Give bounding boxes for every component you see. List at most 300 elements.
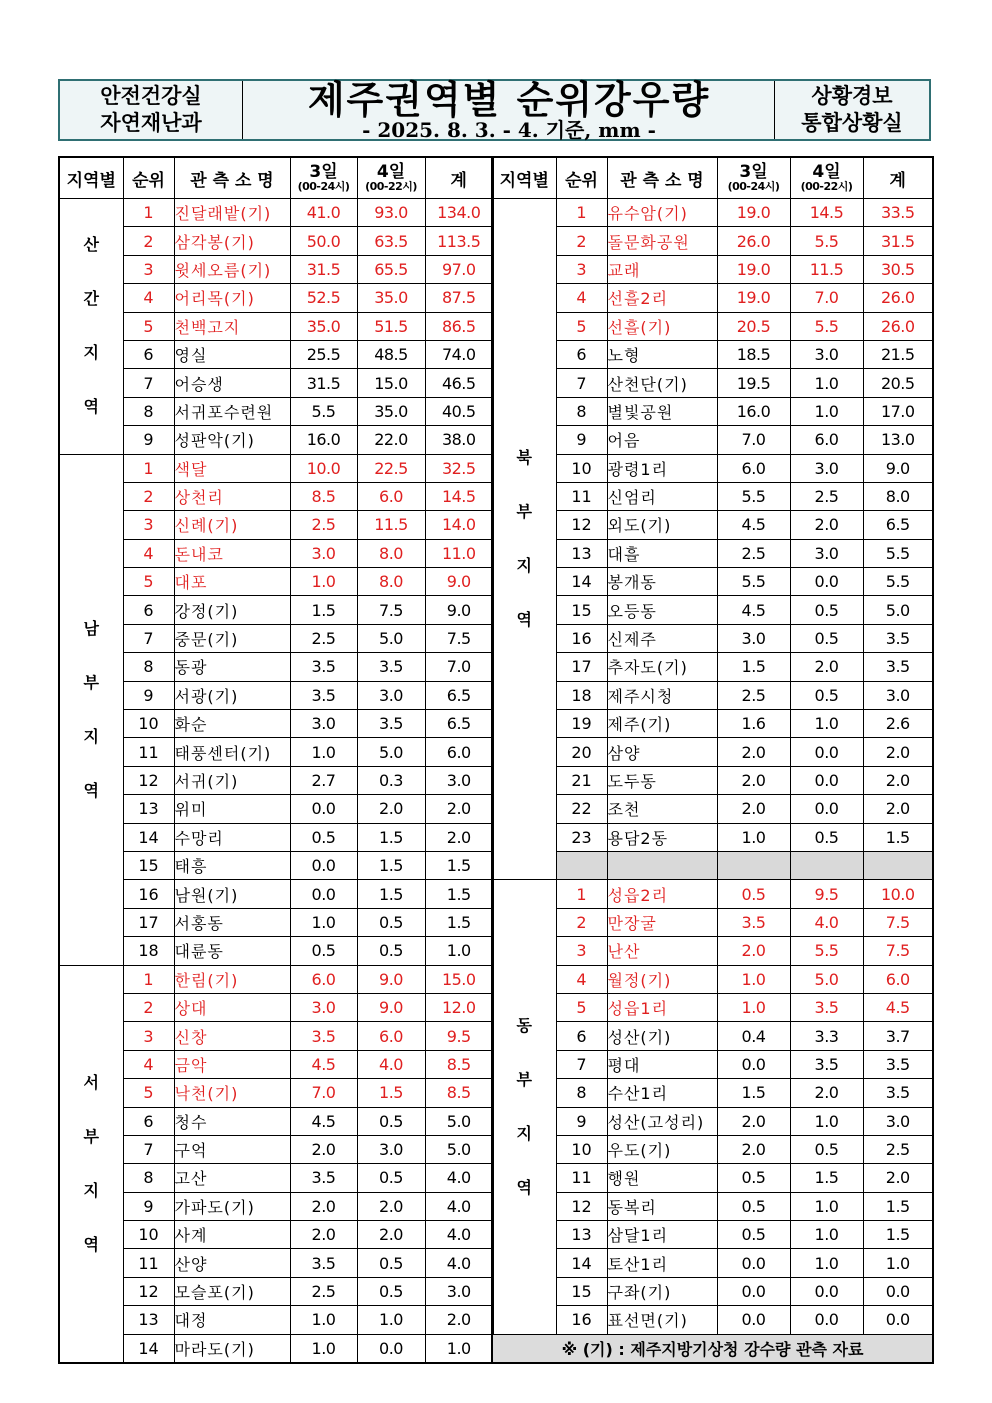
table-row	[492, 255, 933, 283]
empty-cell	[863, 851, 933, 879]
day3-value: 4.5	[290, 1050, 357, 1078]
table-row	[492, 1306, 933, 1334]
table-row	[492, 1050, 933, 1078]
table-row	[59, 1306, 493, 1334]
table-row	[492, 1164, 933, 1192]
station-name: 삼달1리	[607, 1221, 717, 1249]
day4-value: 6.0	[790, 426, 863, 454]
table-row	[492, 766, 933, 794]
day4-value: 35.0	[357, 284, 425, 312]
station-name: 만장굴	[607, 908, 717, 936]
footnote: ※ (기) : 제주지방기상청 강수량 관측 자료	[492, 1334, 933, 1363]
day4-value: 9.5	[790, 880, 863, 908]
total-value: 1.5	[425, 880, 493, 908]
table-row	[492, 596, 933, 624]
day3-value: 16.0	[717, 397, 790, 425]
total-value: 2.0	[425, 1306, 493, 1334]
region-label: 북 부 지 역	[492, 199, 556, 880]
day4-value: 0.5	[790, 681, 863, 709]
total-value: 9.0	[425, 596, 493, 624]
day3-value: 0.5	[717, 880, 790, 908]
day4-value: 11.5	[790, 255, 863, 283]
station-name: 서홍동	[174, 908, 290, 936]
table-row	[59, 851, 493, 879]
region-label: 산 간 지 역	[59, 199, 123, 455]
total-value: 87.5	[425, 284, 493, 312]
rank-cell: 2	[123, 993, 174, 1021]
table-row	[492, 880, 933, 908]
table-row	[492, 738, 933, 766]
rank-cell: 4	[556, 965, 607, 993]
day3-value: 1.0	[717, 993, 790, 1021]
table-row	[59, 482, 493, 510]
day3-value: 52.5	[290, 284, 357, 312]
rank-cell: 5	[556, 312, 607, 340]
total-value: 2.0	[863, 1164, 933, 1192]
total-value: 8.5	[425, 1050, 493, 1078]
table-row	[59, 795, 493, 823]
station-name: 어승생	[174, 369, 290, 397]
table-row	[59, 738, 493, 766]
col-day4	[357, 157, 425, 199]
day3-value: 0.0	[290, 851, 357, 879]
total-value: 8.5	[425, 1079, 493, 1107]
rank-cell: 10	[556, 454, 607, 482]
day3-value: 1.0	[717, 823, 790, 851]
day3-value: 0.5	[290, 823, 357, 851]
station-name: 사계	[174, 1221, 290, 1249]
station-name: 성읍1리	[607, 993, 717, 1021]
day3-value: 0.0	[290, 880, 357, 908]
day4-value: 35.0	[357, 397, 425, 425]
rank-cell: 3	[123, 255, 174, 283]
day4-value: 1.5	[357, 851, 425, 879]
col-day3-label: 3일	[309, 162, 338, 182]
office-line1: 상황경보	[811, 84, 893, 108]
day4-value: 3.5	[790, 1050, 863, 1078]
day4-value: 2.0	[790, 1079, 863, 1107]
total-value: 1.0	[863, 1249, 933, 1277]
day4-value: 3.0	[790, 539, 863, 567]
col-total: 계	[425, 157, 493, 199]
day3-value: 7.0	[290, 1079, 357, 1107]
right-rainfall-table	[491, 156, 934, 1364]
col-day3-label: 3일	[739, 162, 768, 182]
station-name: 우도(기)	[607, 1135, 717, 1163]
day4-value: 8.0	[357, 568, 425, 596]
table-row	[492, 568, 933, 596]
day4-value: 1.0	[357, 1306, 425, 1334]
day3-value: 0.0	[290, 795, 357, 823]
day3-value: 31.5	[290, 255, 357, 283]
day3-value: 1.0	[290, 1306, 357, 1334]
rank-cell: 15	[556, 596, 607, 624]
total-value: 9.0	[863, 454, 933, 482]
rank-cell: 2	[123, 482, 174, 510]
day4-value: 5.5	[790, 937, 863, 965]
day4-value: 1.5	[357, 880, 425, 908]
table-row	[59, 511, 493, 539]
total-value: 0.0	[863, 1306, 933, 1334]
day3-value: 5.5	[717, 482, 790, 510]
day4-value: 7.5	[357, 596, 425, 624]
total-value: 5.5	[863, 539, 933, 567]
rank-cell: 5	[123, 568, 174, 596]
day4-value: 93.0	[357, 199, 425, 227]
day4-value: 2.0	[790, 511, 863, 539]
day3-value: 26.0	[717, 227, 790, 255]
table-row	[59, 624, 493, 652]
table-row	[492, 795, 933, 823]
station-name: 남원(기)	[174, 880, 290, 908]
total-value: 2.0	[863, 795, 933, 823]
rank-cell: 6	[123, 340, 174, 368]
col-day4	[790, 157, 863, 199]
day4-value: 0.5	[357, 1107, 425, 1135]
total-value: 6.5	[863, 511, 933, 539]
table-row	[492, 937, 933, 965]
day3-value: 0.5	[717, 1192, 790, 1220]
total-value: 3.0	[863, 681, 933, 709]
day3-value: 16.0	[290, 426, 357, 454]
table-row	[59, 908, 493, 936]
day4-value: 1.0	[790, 710, 863, 738]
day4-value: 3.5	[357, 710, 425, 738]
rank-cell: 8	[556, 397, 607, 425]
day4-value: 6.0	[357, 1022, 425, 1050]
rank-cell: 1	[123, 454, 174, 482]
table-row	[59, 199, 493, 227]
col-region: 지역별	[59, 157, 123, 199]
total-value: 9.0	[425, 568, 493, 596]
rank-cell: 17	[556, 653, 607, 681]
table-row	[59, 965, 493, 993]
empty-cell	[556, 851, 607, 879]
day4-value: 0.5	[357, 1277, 425, 1305]
table-row	[59, 1135, 493, 1163]
station-name: 용담2동	[607, 823, 717, 851]
total-value: 1.5	[425, 908, 493, 936]
station-name: 조천	[607, 795, 717, 823]
rank-cell: 11	[556, 1164, 607, 1192]
day4-value: 0.0	[790, 766, 863, 794]
rank-cell: 12	[123, 766, 174, 794]
day3-value: 3.5	[290, 653, 357, 681]
rank-cell: 14	[123, 823, 174, 851]
report-header	[58, 79, 931, 141]
rank-cell: 12	[556, 511, 607, 539]
station-name: 상대	[174, 993, 290, 1021]
day4-value: 1.0	[790, 1107, 863, 1135]
table-row	[59, 653, 493, 681]
department-line2: 자연재난과	[100, 111, 202, 135]
station-name: 신엄리	[607, 482, 717, 510]
day3-value: 25.5	[290, 340, 357, 368]
table-header-row	[492, 157, 933, 199]
day3-value: 2.0	[290, 1135, 357, 1163]
total-value: 21.5	[863, 340, 933, 368]
station-name: 유수암(기)	[607, 199, 717, 227]
station-name: 청수	[174, 1107, 290, 1135]
total-value: 8.0	[863, 482, 933, 510]
total-value: 14.0	[425, 511, 493, 539]
department-label	[60, 81, 243, 139]
day3-value: 1.0	[717, 965, 790, 993]
region-label: 남 부 지 역	[59, 454, 123, 965]
rank-cell: 17	[123, 908, 174, 936]
table-row	[492, 511, 933, 539]
rank-cell: 18	[556, 681, 607, 709]
region-label: 서 부 지 역	[59, 965, 123, 1363]
day4-value: 5.0	[357, 738, 425, 766]
day3-value: 3.5	[717, 908, 790, 936]
rank-cell: 10	[556, 1135, 607, 1163]
station-name: 돈내코	[174, 539, 290, 567]
rank-cell: 4	[123, 1050, 174, 1078]
table-row	[59, 1277, 493, 1305]
total-value: 33.5	[863, 199, 933, 227]
total-value: 5.0	[863, 596, 933, 624]
total-value: 6.0	[863, 965, 933, 993]
col-station: 관 측 소 명	[174, 157, 290, 199]
day3-value: 0.4	[717, 1022, 790, 1050]
day4-value: 0.5	[357, 937, 425, 965]
rank-cell: 13	[556, 1221, 607, 1249]
station-name: 윗세오름(기)	[174, 255, 290, 283]
total-value: 3.7	[863, 1022, 933, 1050]
day4-value: 1.5	[357, 823, 425, 851]
rank-cell: 5	[123, 1079, 174, 1107]
table-row	[59, 227, 493, 255]
day4-value: 1.0	[790, 1249, 863, 1277]
total-value: 30.5	[863, 255, 933, 283]
day3-value: 0.0	[717, 1249, 790, 1277]
day4-value: 0.5	[357, 908, 425, 936]
total-value: 6.0	[425, 738, 493, 766]
station-name: 동복리	[607, 1192, 717, 1220]
station-name: 서귀(기)	[174, 766, 290, 794]
rank-cell: 7	[123, 1135, 174, 1163]
rank-cell: 3	[556, 937, 607, 965]
total-value: 12.0	[425, 993, 493, 1021]
col-day3-range: (00-24시)	[727, 180, 780, 193]
total-value: 7.5	[863, 908, 933, 936]
table-row	[492, 1022, 933, 1050]
total-value: 26.0	[863, 312, 933, 340]
rank-cell: 9	[556, 1107, 607, 1135]
day4-value: 1.0	[790, 397, 863, 425]
day4-value: 14.5	[790, 199, 863, 227]
table-row	[59, 369, 493, 397]
station-name: 강정(기)	[174, 596, 290, 624]
rank-cell: 5	[556, 993, 607, 1021]
rank-cell: 2	[556, 908, 607, 936]
day3-value: 5.5	[717, 568, 790, 596]
total-value: 1.5	[863, 1221, 933, 1249]
rank-cell: 8	[123, 397, 174, 425]
day3-value: 0.0	[717, 1050, 790, 1078]
day3-value: 2.5	[717, 681, 790, 709]
table-row	[492, 1277, 933, 1305]
table-row	[492, 823, 933, 851]
department-line1: 안전건강실	[100, 84, 202, 108]
table-row	[492, 993, 933, 1021]
table-row	[59, 766, 493, 794]
station-name: 수산1리	[607, 1079, 717, 1107]
table-header-row	[59, 157, 493, 199]
rank-cell: 14	[556, 568, 607, 596]
day4-value: 22.0	[357, 426, 425, 454]
day4-value: 9.0	[357, 993, 425, 1021]
day4-value: 3.0	[790, 454, 863, 482]
station-name: 마라도(기)	[174, 1334, 290, 1363]
rank-cell: 18	[123, 937, 174, 965]
table-row	[59, 1079, 493, 1107]
total-value: 6.5	[425, 710, 493, 738]
day3-value: 2.0	[717, 795, 790, 823]
table-row	[492, 1107, 933, 1135]
rank-cell: 23	[556, 823, 607, 851]
station-name: 고산	[174, 1164, 290, 1192]
station-name: 외도(기)	[607, 511, 717, 539]
total-value: 6.5	[425, 681, 493, 709]
day4-value: 0.0	[790, 738, 863, 766]
day4-value: 1.5	[790, 1164, 863, 1192]
col-station: 관 측 소 명	[607, 157, 717, 199]
total-value: 20.5	[863, 369, 933, 397]
day3-value: 2.5	[717, 539, 790, 567]
day4-value: 5.5	[790, 312, 863, 340]
office-line2: 통합상황실	[801, 111, 903, 135]
station-name: 성판악(기)	[174, 426, 290, 454]
day4-value: 4.0	[790, 908, 863, 936]
day3-value: 4.5	[717, 596, 790, 624]
day3-value: 1.6	[717, 710, 790, 738]
day4-value: 9.0	[357, 965, 425, 993]
rank-cell: 16	[123, 880, 174, 908]
rank-cell: 2	[123, 227, 174, 255]
total-value: 4.0	[425, 1221, 493, 1249]
table-row	[59, 568, 493, 596]
station-name: 제주(기)	[607, 710, 717, 738]
day4-value: 0.5	[357, 1164, 425, 1192]
day3-value: 2.7	[290, 766, 357, 794]
station-name: 대륜동	[174, 937, 290, 965]
total-value: 2.0	[863, 766, 933, 794]
rank-cell: 1	[123, 199, 174, 227]
region-label: 동 부 지 역	[492, 880, 556, 1334]
table-row	[59, 1192, 493, 1220]
table-row	[59, 312, 493, 340]
table-row	[59, 284, 493, 312]
day4-value: 0.0	[790, 1306, 863, 1334]
total-value: 2.5	[863, 1135, 933, 1163]
rank-cell: 4	[556, 284, 607, 312]
office-label	[774, 81, 929, 139]
station-name: 태풍센터(기)	[174, 738, 290, 766]
day4-value: 4.0	[357, 1050, 425, 1078]
table-row	[492, 1135, 933, 1163]
day3-value: 18.5	[717, 340, 790, 368]
rank-cell: 11	[556, 482, 607, 510]
total-value: 2.0	[425, 795, 493, 823]
table-row	[492, 1249, 933, 1277]
day4-value: 0.0	[790, 1277, 863, 1305]
station-name: 어리목(기)	[174, 284, 290, 312]
total-value: 2.0	[863, 738, 933, 766]
total-value: 3.0	[425, 766, 493, 794]
day4-value: 0.0	[790, 795, 863, 823]
rank-cell: 22	[556, 795, 607, 823]
rank-cell: 16	[556, 1306, 607, 1334]
day3-value: 1.0	[290, 908, 357, 936]
day4-value: 1.5	[357, 1079, 425, 1107]
rank-cell: 7	[123, 624, 174, 652]
rank-cell: 11	[123, 1249, 174, 1277]
station-name: 화순	[174, 710, 290, 738]
table-row	[492, 284, 933, 312]
rank-cell: 1	[556, 199, 607, 227]
station-name: 상천리	[174, 482, 290, 510]
day4-value: 0.5	[790, 823, 863, 851]
station-name: 삼각봉(기)	[174, 227, 290, 255]
day4-value: 8.0	[357, 539, 425, 567]
table-row	[59, 397, 493, 425]
rank-cell: 5	[123, 312, 174, 340]
table-row	[492, 653, 933, 681]
rank-cell: 10	[123, 710, 174, 738]
station-name: 성산(기)	[607, 1022, 717, 1050]
total-value: 3.5	[863, 624, 933, 652]
page-title: 제주권역별 순위강우량	[307, 78, 711, 122]
day4-value: 2.0	[790, 653, 863, 681]
total-value: 4.0	[425, 1192, 493, 1220]
rank-cell: 7	[556, 1050, 607, 1078]
total-value: 4.5	[863, 993, 933, 1021]
empty-cell	[607, 851, 717, 879]
table-row	[492, 482, 933, 510]
station-name: 행원	[607, 1164, 717, 1192]
station-name: 중문(기)	[174, 624, 290, 652]
page-subtitle: - 2025. 8. 3. - 4. 기준, mm -	[362, 118, 656, 142]
total-value: 14.5	[425, 482, 493, 510]
day3-value: 19.0	[717, 255, 790, 283]
col-region: 지역별	[492, 157, 556, 199]
station-name: 제주시청	[607, 681, 717, 709]
table-row	[492, 397, 933, 425]
table-row	[59, 539, 493, 567]
total-value: 15.0	[425, 965, 493, 993]
table-row	[492, 199, 933, 227]
station-name: 동광	[174, 653, 290, 681]
total-value: 11.0	[425, 539, 493, 567]
rank-cell: 4	[123, 539, 174, 567]
day3-value: 3.5	[290, 681, 357, 709]
station-name: 추자도(기)	[607, 653, 717, 681]
total-value: 7.5	[863, 937, 933, 965]
day3-value: 6.0	[717, 454, 790, 482]
day3-value: 0.5	[717, 1164, 790, 1192]
day3-value: 20.5	[717, 312, 790, 340]
station-name: 진달래밭(기)	[174, 199, 290, 227]
title-block	[242, 78, 776, 142]
rank-cell: 14	[123, 1334, 174, 1363]
rank-cell: 6	[556, 340, 607, 368]
rank-cell: 7	[123, 369, 174, 397]
table-row	[59, 255, 493, 283]
rank-cell: 9	[123, 681, 174, 709]
station-name: 노형	[607, 340, 717, 368]
